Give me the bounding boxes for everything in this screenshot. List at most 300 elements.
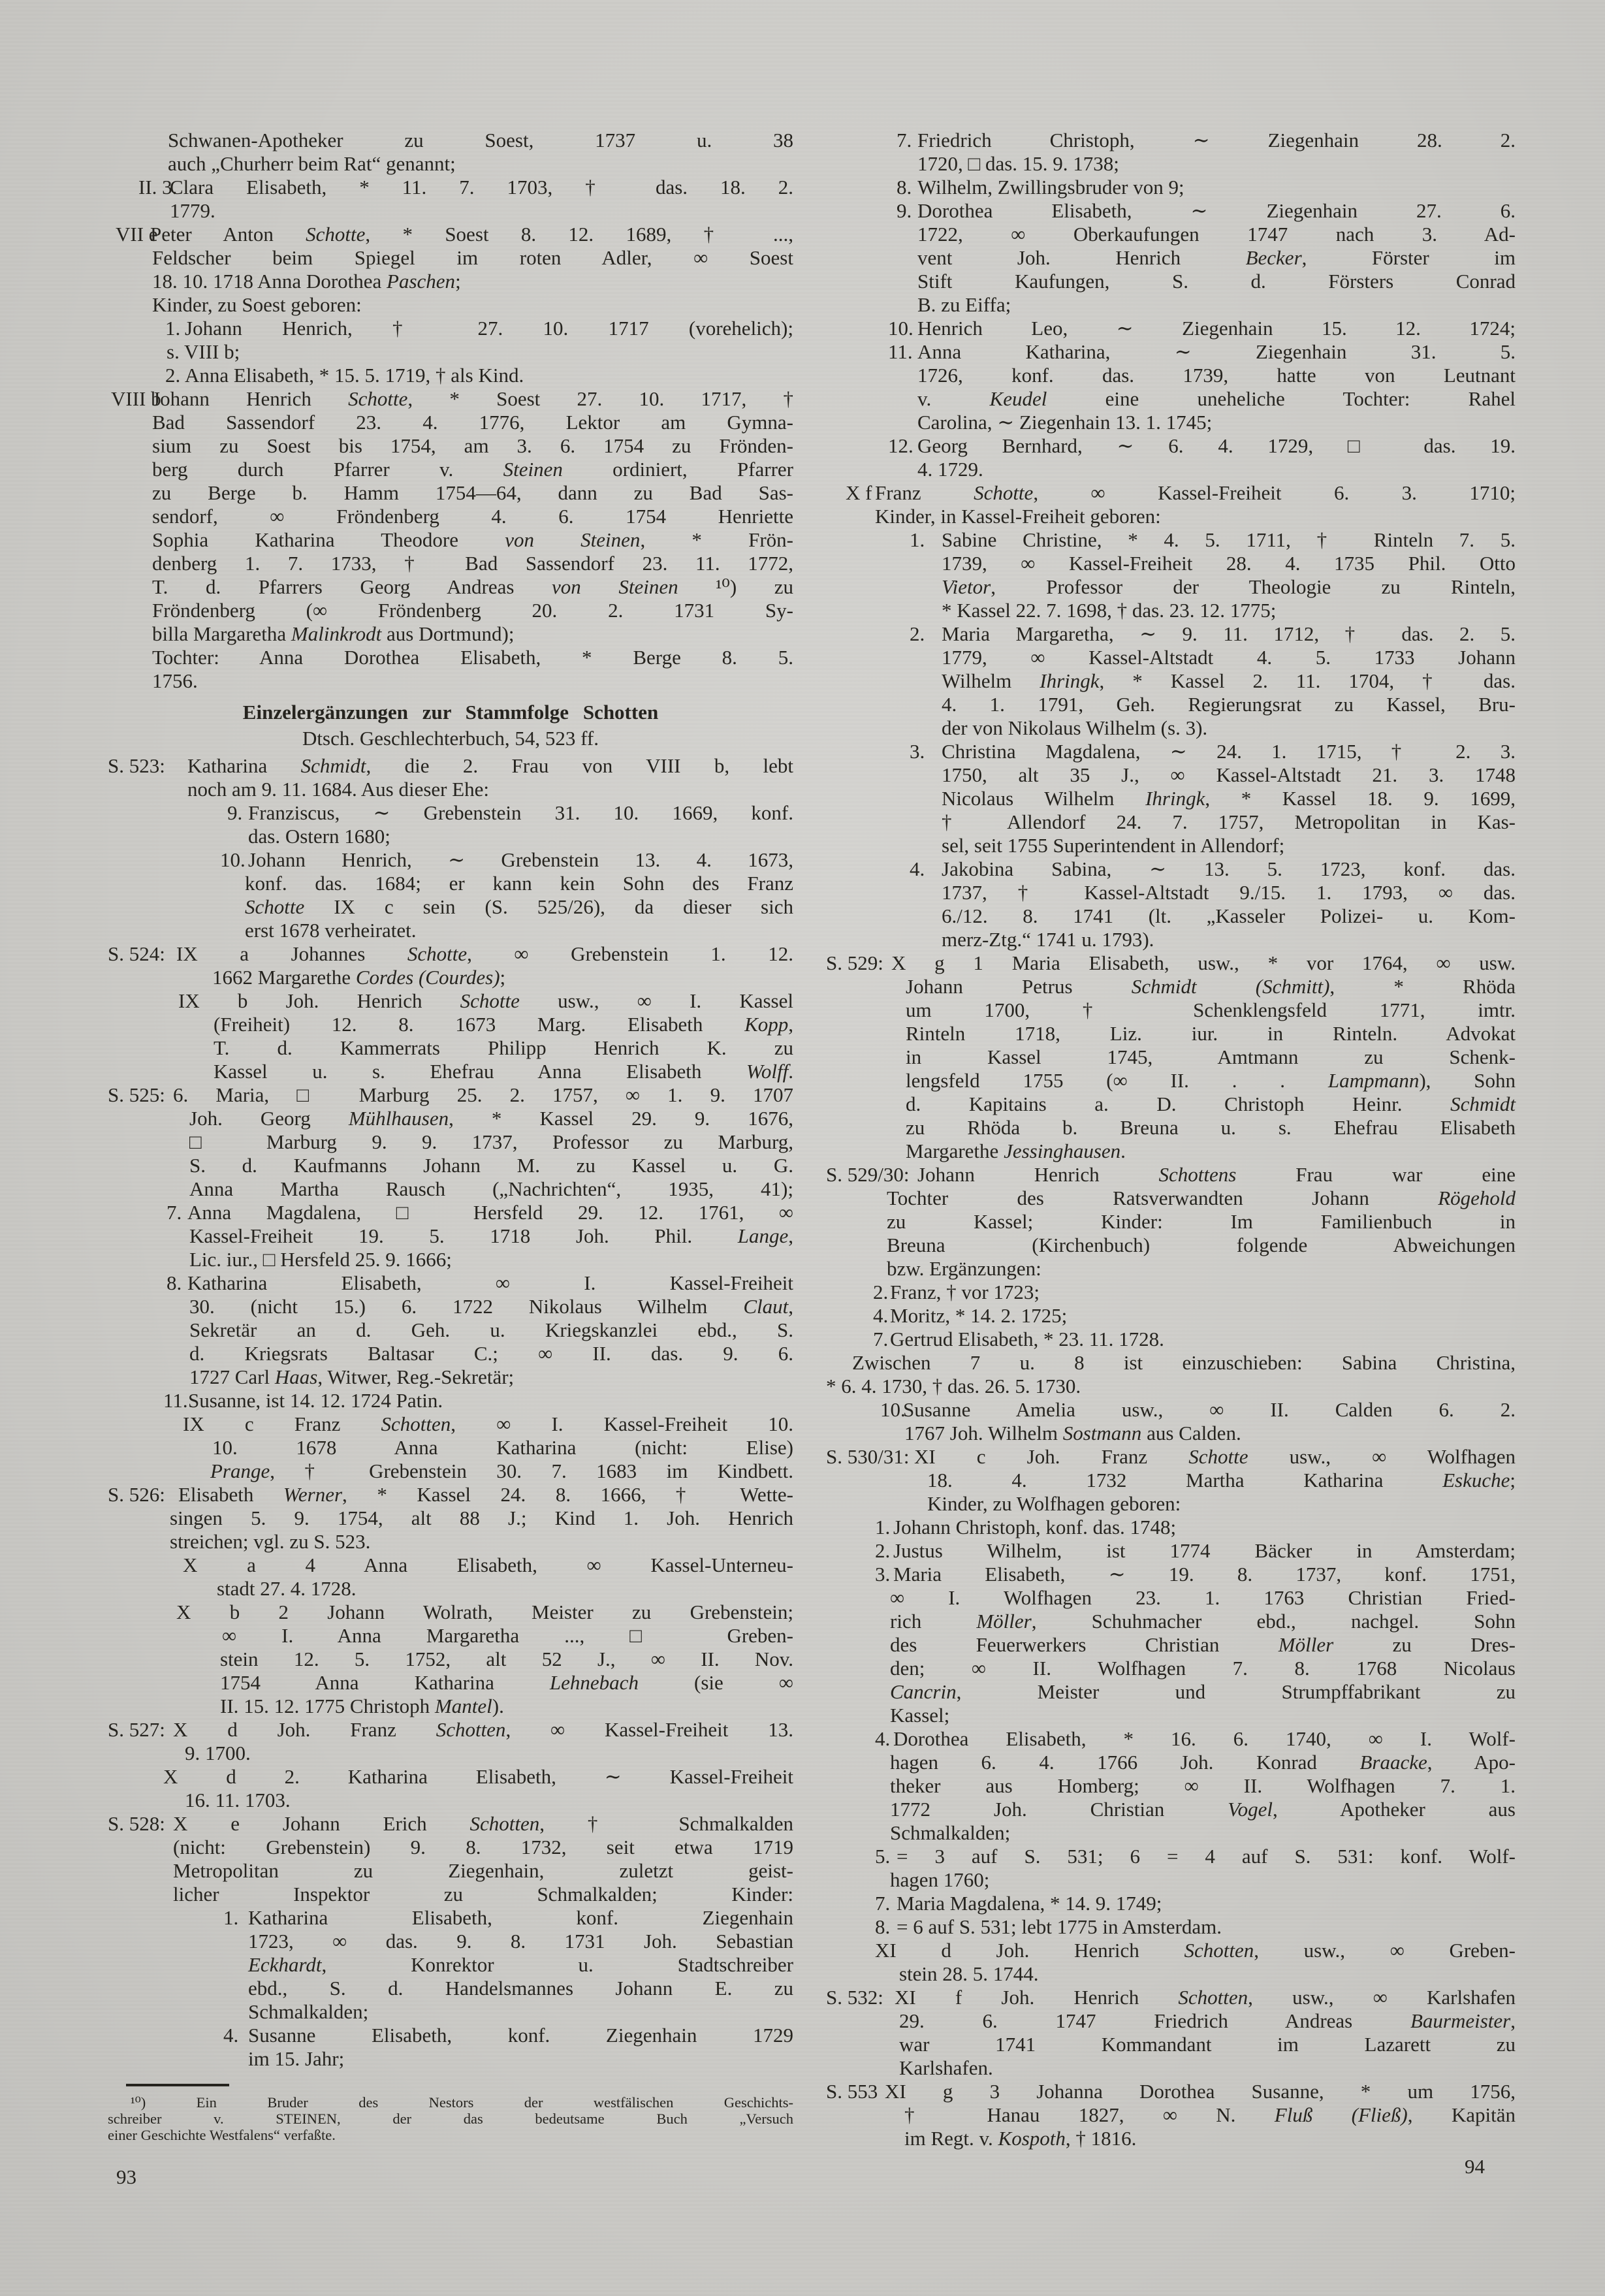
line-text: Anna Katharina, ∼ Ziegenhain 31. 5. bbox=[917, 340, 1516, 363]
text-line bbox=[108, 1412, 793, 1436]
text-line bbox=[826, 223, 1516, 246]
text-line bbox=[826, 246, 1516, 270]
text-line bbox=[108, 340, 793, 364]
text-line bbox=[826, 1045, 1516, 1069]
line-text: † Hanau 1827, ∞ N. Fluß (Fließ), Kapitän bbox=[904, 2103, 1516, 2126]
text-line bbox=[108, 989, 793, 1013]
line-text: billa Margaretha Malinkrodt aus Dortmund); bbox=[152, 622, 515, 645]
line-text: auch „Churherr beim Rat“ genannt; bbox=[168, 152, 456, 175]
line-label: S. 528: bbox=[108, 1812, 165, 1835]
line-text: XI g 3 Johanna Dorothea Susanne, * um 1756, bbox=[885, 2080, 1516, 2103]
line-text: 1779, ∞ Kassel-Altstadt 4. 5. 1733 Johann bbox=[942, 646, 1516, 669]
text-line bbox=[826, 1234, 1516, 1257]
text-line bbox=[826, 599, 1516, 622]
text-line bbox=[826, 1445, 1516, 1469]
text-line bbox=[108, 364, 793, 387]
text-line bbox=[108, 411, 793, 434]
line-text: Joh. Georg Mühlhausen, * Kassel 29. 9. 1676, bbox=[189, 1107, 793, 1130]
text-line bbox=[108, 1318, 793, 1342]
line-text: Henrich Leo, ∼ Ziegenhain 15. 12. 1724; bbox=[917, 317, 1516, 340]
line-text: in Kassel 1745, Amtmann zu Schenk- bbox=[906, 1045, 1516, 1068]
line-text: II. 15. 12. 1775 Christoph Mantel). bbox=[220, 1695, 504, 1717]
line-text: 10. 1678 Anna Katharina (nicht: Elise) bbox=[212, 1436, 793, 1459]
text-line bbox=[826, 2033, 1516, 2056]
text-line bbox=[826, 387, 1516, 411]
line-text: Kinder, zu Wolfhagen geboren: bbox=[927, 1492, 1181, 1515]
text-line bbox=[108, 1271, 793, 1295]
line-label: 2. bbox=[875, 1539, 891, 1562]
line-text: Dtsch. Geschlechterbuch, 54, 523 ff. bbox=[302, 727, 599, 750]
text-line bbox=[826, 881, 1516, 904]
text-line bbox=[108, 1812, 793, 1836]
line-text: T. d. Pfarrers Georg Andreas von Steinen ¹⁰) zu bbox=[152, 575, 793, 598]
line-text: berg durch Pfarrer v. Steinen ordiniert, Pfarrer bbox=[152, 458, 793, 481]
page-number-left: 93 bbox=[116, 2165, 136, 2188]
line-text: X e Johann Erich Schotten, † Schmalkalden bbox=[173, 1812, 793, 1835]
line-text: Margarethe Jessinghausen. bbox=[906, 1140, 1126, 1162]
text-line bbox=[108, 1765, 793, 1789]
text-line bbox=[826, 1774, 1516, 1798]
line-text: Friedrich Christoph, ∼ Ziegenhain 28. 2. bbox=[917, 129, 1516, 151]
line-text: bzw. Ergänzungen: bbox=[887, 1257, 1041, 1280]
text-line bbox=[108, 270, 793, 293]
text-line bbox=[108, 1742, 793, 1765]
text-line bbox=[108, 317, 793, 340]
text-line bbox=[108, 199, 793, 223]
text-line bbox=[826, 1022, 1516, 1045]
page-number-right: 94 bbox=[1465, 2155, 1485, 2178]
line-text: Rinteln 1718, Liz. iur. in Rinteln. Advokat bbox=[906, 1022, 1516, 1045]
line-text: sium zu Soest bis 1754, am 3. 6. 1754 zu Frönden- bbox=[152, 434, 793, 457]
line-text: rich Möller, Schuhmacher ebd., nachgel. Sohn bbox=[890, 1610, 1516, 1633]
line-text: 9. 1700. bbox=[185, 1742, 251, 1764]
line-label: 3. bbox=[910, 740, 925, 763]
text-line bbox=[108, 1036, 793, 1060]
line-text: vent Joh. Henrich Becker, Förster im bbox=[917, 246, 1516, 269]
text-line bbox=[826, 622, 1516, 646]
text-line bbox=[826, 270, 1516, 293]
text-line bbox=[826, 1751, 1516, 1774]
line-text: hagen 1760; bbox=[890, 1868, 990, 1891]
line-text: des Feuerwerkers Christian Möller zu Dres- bbox=[890, 1633, 1516, 1656]
line-text: = 3 auf S. 531; 6 = 4 auf S. 531: konf. Wolf- bbox=[897, 1845, 1516, 1868]
line-text: Kassel; bbox=[890, 1704, 950, 1727]
text-line bbox=[108, 1295, 793, 1318]
line-text: Susanne, ist 14. 12. 1724 Patin. bbox=[188, 1389, 443, 1412]
line-label: 10. bbox=[220, 848, 246, 871]
line-label: 4. bbox=[910, 857, 925, 880]
text-line bbox=[108, 1953, 793, 1977]
line-label: 2. bbox=[873, 1281, 889, 1303]
text-line bbox=[826, 975, 1516, 998]
line-label: S. 524: bbox=[108, 942, 165, 965]
line-text: Wilhelm Ihringk, * Kassel 2. 11. 1704, † das. bbox=[942, 669, 1516, 692]
text-line bbox=[108, 801, 793, 825]
line-text: Carolina, ∼ Ziegenhain 13. 1. 1745; bbox=[917, 411, 1213, 434]
text-line bbox=[108, 2127, 793, 2143]
line-text: XI d Joh. Henrich Schotten, usw., ∞ Greben- bbox=[875, 1939, 1516, 1962]
line-text: Sabine Christine, * 4. 5. 1711, † Rinteln 7. 5. bbox=[942, 528, 1516, 551]
text-line bbox=[826, 1516, 1516, 1539]
line-text: d. Kriegsrats Baltasar C.; ∞ II. das. 9. 6. bbox=[189, 1342, 793, 1365]
text-line bbox=[108, 1530, 793, 1554]
line-text: IX a Johannes Schotte, ∞ Grebenstein 1. 12. bbox=[176, 942, 793, 965]
text-line bbox=[826, 1845, 1516, 1868]
text-line bbox=[108, 2094, 793, 2111]
text-line bbox=[108, 1648, 793, 1671]
line-text: X g 1 Maria Elisabeth, usw., * vor 1764, ∞ usw. bbox=[891, 951, 1516, 974]
line-text: Cancrin, Meister und Strumpffabrikant zu bbox=[890, 1680, 1516, 1703]
text-line bbox=[108, 2024, 793, 2047]
line-text: lengsfeld 1755 (∞ II. . . Lampmann), Sohn bbox=[906, 1069, 1516, 1092]
line-label: 4. bbox=[875, 1727, 891, 1750]
text-line bbox=[826, 1375, 1516, 1398]
line-text: Wilhelm, Zwillingsbruder von 9; bbox=[917, 176, 1184, 199]
line-label: 10. bbox=[880, 1398, 906, 1421]
line-label: VII e bbox=[116, 223, 158, 246]
line-text: 1723, ∞ das. 9. 8. 1731 Joh. Sebastian bbox=[248, 1930, 793, 1953]
text-line bbox=[826, 2009, 1516, 2033]
text-line bbox=[108, 1789, 793, 1812]
text-line bbox=[108, 152, 793, 176]
line-text: Johann Petrus Schmidt (Schmitt), * Rhöda bbox=[906, 975, 1516, 998]
line-text: konf. das. 1684; er kann kein Sohn des Franz bbox=[245, 872, 793, 895]
text-line bbox=[826, 1798, 1516, 1821]
line-text: einer Geschichte Westfalens“ verfaßte. bbox=[108, 2127, 336, 2143]
line-label: 12. bbox=[888, 434, 914, 457]
footnote-text-block bbox=[108, 2094, 793, 2143]
line-label: S. 530/31: bbox=[826, 1445, 910, 1468]
text-line bbox=[108, 552, 793, 575]
text-line bbox=[826, 340, 1516, 364]
line-text: Katharina Elisabeth, ∞ I. Kassel-Freiheit bbox=[187, 1271, 793, 1294]
text-line bbox=[108, 646, 793, 669]
line-text: Justus Wilhelm, ist 1774 Bäcker in Amsterdam; bbox=[893, 1539, 1516, 1562]
text-line bbox=[826, 458, 1516, 481]
text-line bbox=[826, 293, 1516, 317]
text-line bbox=[108, 1883, 793, 1906]
line-text: 1727 Carl Haas, Witwer, Reg.-Sekretär; bbox=[189, 1365, 515, 1388]
text-line bbox=[826, 1187, 1516, 1210]
text-line bbox=[108, 1624, 793, 1648]
line-text: 1750, alt 35 J., ∞ Kassel-Altstadt 21. 3. 1748 bbox=[942, 763, 1516, 786]
line-label: 11. bbox=[888, 340, 913, 363]
line-text: Franziscus, ∼ Grebenstein 31. 10. 1669, konf. bbox=[248, 801, 793, 824]
line-text: Jakobina Sabina, ∼ 13. 5. 1723, konf. das. bbox=[942, 857, 1516, 880]
text-line bbox=[826, 1986, 1516, 2009]
text-line bbox=[826, 646, 1516, 669]
text-line bbox=[826, 176, 1516, 199]
line-text: Maria Elisabeth, ∼ 19. 8. 1737, konf. 1751, bbox=[893, 1563, 1516, 1586]
line-text: † Allendorf 24. 7. 1757, Metropolitan in Kas- bbox=[942, 810, 1516, 833]
text-line bbox=[826, 1962, 1516, 1986]
line-text: 30. (nicht 15.) 6. 1722 Nikolaus Wilhelm Claut, bbox=[189, 1295, 793, 1318]
text-line bbox=[826, 1586, 1516, 1610]
line-text: stadt 27. 4. 1728. bbox=[217, 1577, 357, 1600]
line-label: S. 526: bbox=[108, 1483, 165, 1506]
line-label: VIII b bbox=[111, 387, 161, 410]
line-text: Maria Magdalena, * 14. 9. 1749; bbox=[897, 1892, 1162, 1915]
text-line bbox=[826, 129, 1516, 152]
text-line bbox=[826, 1657, 1516, 1680]
text-line bbox=[108, 1977, 793, 2000]
line-label: 5. bbox=[875, 1845, 891, 1868]
text-line bbox=[826, 1398, 1516, 1422]
line-text: * Kassel 22. 7. 1698, † das. 23. 12. 1775; bbox=[942, 599, 1277, 622]
line-text: 29. 6. 1747 Friedrich Andreas Baurmeister, bbox=[899, 2009, 1516, 2032]
text-line bbox=[826, 928, 1516, 951]
line-text: Tochter des Ratsverwandten Johann Rögehold bbox=[887, 1187, 1516, 1209]
line-label: S. 532: bbox=[826, 1986, 883, 2009]
text-line bbox=[826, 1704, 1516, 1727]
line-text: * 6. 4. 1730, † das. 26. 5. 1730. bbox=[826, 1375, 1081, 1397]
text-line bbox=[826, 787, 1516, 810]
text-line bbox=[108, 2111, 793, 2127]
text-line bbox=[826, 1563, 1516, 1586]
line-text: 1756. bbox=[152, 669, 198, 692]
line-text: IX c Franz Schotten, ∞ I. Kassel-Freiheit 10. bbox=[183, 1412, 793, 1435]
line-text: merz-Ztg.“ 1741 u. 1793). bbox=[942, 928, 1154, 951]
text-line bbox=[826, 1116, 1516, 1140]
text-line bbox=[108, 848, 793, 872]
line-text: Karlshafen. bbox=[899, 2056, 993, 2079]
text-line bbox=[108, 2000, 793, 2024]
text-line bbox=[108, 754, 793, 778]
line-text: 18. 4. 1732 Martha Katharina Eskuche; bbox=[927, 1469, 1516, 1491]
text-line bbox=[826, 1422, 1516, 1445]
line-text: 1779. bbox=[170, 199, 215, 222]
section-subheading bbox=[108, 727, 793, 750]
text-line bbox=[108, 1554, 793, 1577]
text-line bbox=[826, 575, 1516, 599]
footnote-block bbox=[108, 2084, 793, 2143]
line-text: schreiber v. STEINEN, der das bedeutsame Buch „Versuch bbox=[108, 2111, 793, 2127]
line-text: = 6 auf S. 531; lebt 1775 in Amsterdam. bbox=[897, 1915, 1222, 1938]
text-line bbox=[826, 199, 1516, 223]
line-text: Johann Henrich, ∼ Grebenstein 13. 4. 1673, bbox=[248, 848, 793, 871]
text-line bbox=[826, 669, 1516, 693]
text-line bbox=[108, 1154, 793, 1177]
line-text: um 1700, † Schenklengsfeld 1771, imtr. bbox=[906, 998, 1516, 1021]
line-text: Breuna (Kirchenbuch) folgende Abweichungen bbox=[887, 1234, 1516, 1256]
line-text: zu Kassel; Kinder: Im Familienbuch in bbox=[887, 1210, 1516, 1233]
line-text: XI c Joh. Franz Schotte usw., ∞ Wolfhagen bbox=[914, 1445, 1516, 1468]
line-text: v. Keudel eine uneheliche Tochter: Rahel bbox=[917, 387, 1516, 410]
text-line bbox=[826, 1915, 1516, 1939]
text-line bbox=[826, 998, 1516, 1022]
text-line bbox=[108, 1224, 793, 1248]
line-text: s. VIII b; bbox=[167, 340, 240, 363]
line-text: Tochter: Anna Dorothea Elisabeth, * Berge 8. 5. bbox=[152, 646, 793, 669]
line-text: Lic. iur., □ Hersfeld 25. 9. 1666; bbox=[189, 1248, 452, 1271]
text-line bbox=[826, 411, 1516, 434]
text-line bbox=[108, 1342, 793, 1365]
line-label: 9. bbox=[227, 801, 243, 824]
text-line bbox=[826, 1257, 1516, 1281]
text-line bbox=[108, 1507, 793, 1530]
line-text: Schmalkalden; bbox=[248, 2000, 369, 2023]
line-label: S. 553 bbox=[826, 2080, 878, 2103]
line-label: S. 529: bbox=[826, 951, 883, 974]
line-text: 6./12. 8. 1741 (lt. „Kasseler Polizei- u. Kom- bbox=[942, 904, 1516, 927]
text-line bbox=[108, 293, 793, 317]
line-text: sel, seit 1755 Superintendent in Allendorf; bbox=[942, 834, 1285, 857]
line-text: Maria Margaretha, ∼ 9. 11. 1712, † das. 2. 5. bbox=[942, 622, 1516, 645]
text-line bbox=[826, 1163, 1516, 1187]
line-text: 1739, ∞ Kassel-Freiheit 28. 4. 1735 Phil. Otto bbox=[942, 552, 1516, 575]
line-text: T. d. Kammerrats Philipp Henrich K. zu bbox=[214, 1036, 793, 1059]
line-text: Bad Sassendorf 23. 4. 1776, Lektor am Gymna- bbox=[152, 411, 793, 434]
text-line bbox=[826, 1633, 1516, 1657]
right-page-column bbox=[826, 129, 1516, 2150]
line-text: X a 4 Anna Elisabeth, ∞ Kassel-Unterneu- bbox=[183, 1554, 793, 1576]
line-text: B. zu Eiffa; bbox=[917, 293, 1011, 316]
text-line bbox=[108, 1859, 793, 1883]
text-line bbox=[108, 1601, 793, 1624]
line-label: 10. bbox=[888, 317, 914, 340]
line-text: X d 2. Katharina Elisabeth, ∼ Kassel-Freiheit bbox=[163, 1765, 793, 1788]
line-text: 1754 Anna Katharina Lehnebach (sie ∞ bbox=[220, 1671, 793, 1694]
line-text: Metropolitan zu Ziegenhain, zuletzt geist- bbox=[173, 1859, 793, 1882]
text-line bbox=[108, 1083, 793, 1107]
section-heading bbox=[108, 701, 793, 724]
line-text: X b 2 Johann Wolrath, Meister zu Grebenstein; bbox=[176, 1601, 793, 1623]
line-text: 1662 Margarethe Cordes (Courdes); bbox=[212, 966, 506, 989]
text-line bbox=[108, 1248, 793, 1271]
text-line bbox=[826, 152, 1516, 176]
line-text: ¹⁰) Ein Bruder des Nestors der westfälischen Geschichts- bbox=[131, 2094, 793, 2111]
text-line bbox=[108, 622, 793, 646]
text-line bbox=[108, 1436, 793, 1459]
text-line bbox=[108, 575, 793, 599]
text-line bbox=[826, 693, 1516, 716]
text-line bbox=[108, 1577, 793, 1601]
text-line bbox=[826, 2103, 1516, 2127]
line-label: 8. bbox=[167, 1271, 182, 1294]
line-text: Anna Magdalena, □ Hersfeld 29. 12. 1761, ∞ bbox=[187, 1201, 793, 1224]
line-label: S. 523: bbox=[108, 754, 165, 777]
text-line bbox=[826, 1469, 1516, 1492]
line-label: 7. bbox=[873, 1328, 889, 1350]
text-line bbox=[108, 1177, 793, 1201]
text-line bbox=[108, 895, 793, 919]
line-text: 18. 10. 1718 Anna Dorothea Paschen; bbox=[152, 270, 461, 293]
line-text: Johann Henrich, † 27. 10. 1717 (vorehelich); bbox=[185, 317, 793, 340]
line-text: Kassel u. s. Ehefrau Anna Elisabeth Wolff. bbox=[214, 1060, 793, 1083]
text-line bbox=[108, 778, 793, 801]
line-text: theker aus Homberg; ∞ II. Wolfhagen 7. 1. bbox=[890, 1774, 1516, 1797]
text-line bbox=[826, 1492, 1516, 1516]
text-line bbox=[108, 1930, 793, 1953]
line-text: Gertrud Elisabeth, * 23. 11. 1728. bbox=[890, 1328, 1164, 1350]
text-line bbox=[108, 872, 793, 895]
line-label: 1. bbox=[165, 317, 181, 340]
line-text: Franz, † vor 1723; bbox=[890, 1281, 1040, 1303]
line-text: singen 5. 9. 1754, alt 88 J.; Kind 1. Joh. Henrich bbox=[170, 1507, 793, 1529]
line-text: Sekretär an d. Geh. u. Kriegskanzlei ebd., S. bbox=[189, 1318, 793, 1341]
line-text: (nicht: Grebenstein) 9. 8. 1732, seit etwa 1719 bbox=[173, 1836, 793, 1858]
line-text: Feldscher beim Spiegel im roten Adler, ∞ Soest bbox=[152, 246, 793, 269]
line-text: Moritz, * 14. 2. 1725; bbox=[890, 1304, 1068, 1327]
line-text: Kinder, zu Soest geboren: bbox=[152, 293, 362, 316]
line-text: Georg Bernhard, ∼ 6. 4. 1729, □ das. 19. bbox=[917, 434, 1516, 457]
line-text: Susanne Elisabeth, konf. Ziegenhain 1729 bbox=[248, 2024, 793, 2047]
line-text: 1772 Joh. Christian Vogel, Apotheker aus bbox=[890, 1798, 1516, 1821]
line-text: Stift Kaufungen, S. d. Försters Conrad bbox=[917, 270, 1516, 293]
text-line bbox=[826, 1328, 1516, 1351]
line-label: X f bbox=[846, 481, 872, 504]
line-text: d. Kapitains a. D. Christoph Heinr. Schmidt bbox=[906, 1092, 1516, 1115]
text-line bbox=[826, 1680, 1516, 1704]
text-line bbox=[108, 1671, 793, 1695]
line-text: Kinder, in Kassel-Freiheit geboren: bbox=[875, 505, 1161, 528]
line-label: 1. bbox=[223, 1906, 239, 1929]
text-line bbox=[108, 1107, 793, 1130]
line-text: Dorothea Elisabeth, ∼ Ziegenhain 27. 6. bbox=[917, 199, 1516, 222]
text-line bbox=[826, 1892, 1516, 1915]
line-text: □ Marburg 9. 9. 1737, Professor zu Marburg, bbox=[189, 1130, 793, 1153]
line-text: zu Berge b. Hamm 1754—64, dann zu Bad Sas- bbox=[152, 481, 793, 504]
line-text: ∞ I. Anna Margaretha ..., □ Greben- bbox=[222, 1624, 793, 1647]
line-text: 4. 1. 1791, Geh. Regierungsrat zu Kassel, Bru- bbox=[942, 693, 1516, 716]
text-line bbox=[826, 434, 1516, 458]
text-line bbox=[826, 505, 1516, 528]
text-line bbox=[826, 2056, 1516, 2080]
line-label: S. 529/30: bbox=[826, 1163, 910, 1186]
line-text: Johann Henrich Schotte, * Soest 27. 10. 1717, † bbox=[152, 387, 793, 410]
text-line bbox=[826, 716, 1516, 740]
line-text: den; ∞ II. Wolfhagen 7. 8. 1768 Nicolaus bbox=[890, 1657, 1516, 1680]
line-text: Einzelergänzungen zur Stammfolge Schotten bbox=[242, 701, 659, 724]
line-text: Anna Elisabeth, * 15. 5. 1719, † als Kind. bbox=[185, 364, 524, 387]
text-line bbox=[826, 763, 1516, 787]
text-line bbox=[826, 904, 1516, 928]
line-text: stein 12. 5. 1752, alt 52 J., ∞ II. Nov. bbox=[220, 1648, 793, 1670]
line-text: 4. 1729. bbox=[917, 458, 983, 481]
line-text: zu Rhöda b. Breuna u. s. Ehefrau Elisabeth bbox=[906, 1116, 1516, 1139]
line-text: stein 28. 5. 1744. bbox=[899, 1962, 1039, 1985]
text-line bbox=[108, 1459, 793, 1483]
text-line bbox=[826, 740, 1516, 763]
text-line bbox=[108, 129, 793, 152]
line-label: II. 3. bbox=[138, 176, 178, 199]
line-text: Eckhardt, Konrektor u. Stadtschreiber bbox=[248, 1953, 793, 1976]
line-text: Schotte IX c sein (S. 525/26), da dieser sich bbox=[245, 895, 793, 918]
line-text: 1737, † Kassel-Altstadt 9./15. 1. 1793, ∞ das. bbox=[942, 881, 1516, 904]
text-line bbox=[108, 669, 793, 693]
text-line bbox=[826, 1610, 1516, 1633]
line-text: Nicolaus Wilhelm Ihringk, * Kassel 18. 9. 1699, bbox=[942, 787, 1516, 810]
line-text: (Freiheit) 12. 8. 1673 Marg. Elisabeth Kopp, bbox=[214, 1013, 793, 1036]
line-label: 8. bbox=[897, 176, 912, 199]
line-text: S. d. Kaufmanns Johann M. zu Kassel u. G. bbox=[189, 1154, 793, 1177]
text-line bbox=[826, 528, 1516, 552]
footnote-divider bbox=[126, 2084, 229, 2086]
line-text: Sophia Katharina Theodore von Steinen, * Frön- bbox=[152, 528, 794, 551]
line-label: S. 527: bbox=[108, 1718, 165, 1741]
line-text: 1726, konf. das. 1739, hatte von Leutnant bbox=[917, 364, 1516, 387]
text-line bbox=[108, 458, 793, 481]
line-text: der von Nikolaus Wilhelm (s. 3). bbox=[942, 716, 1208, 739]
text-line bbox=[108, 1483, 793, 1507]
line-text: IX b Joh. Henrich Schotte usw., ∞ I. Kassel bbox=[178, 989, 793, 1012]
line-text: Dorothea Elisabeth, * 16. 6. 1740, ∞ I. Wolf- bbox=[893, 1727, 1516, 1750]
text-line bbox=[826, 1210, 1516, 1234]
text-line bbox=[108, 966, 793, 989]
left-page-text-block bbox=[108, 129, 793, 2071]
line-text: 1767 Joh. Wilhelm Sostmann aus Calden. bbox=[904, 1422, 1241, 1444]
text-line bbox=[108, 942, 793, 966]
